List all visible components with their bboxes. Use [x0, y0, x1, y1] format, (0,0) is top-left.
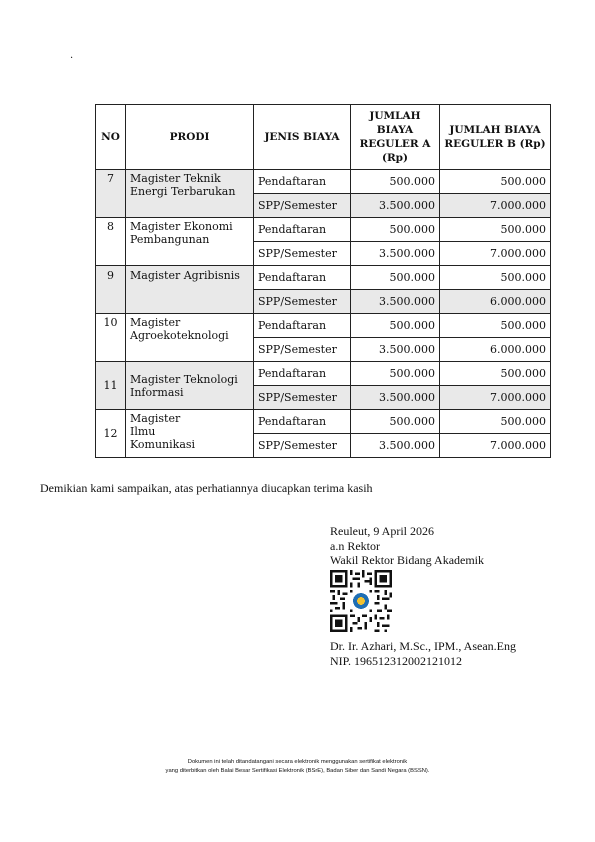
signatory-position: Wakil Rektor Bidang Akademik [330, 553, 485, 567]
signatory-nip: NIP. 196512312002121012 [330, 653, 463, 668]
header-reguler-a: JUMLAH BIAYA REGULER A (Rp) [351, 105, 440, 170]
row-jenis: Pendaftaran [254, 314, 351, 338]
row-reguler-a: 3.500.000 [351, 194, 440, 218]
signature-block [330, 524, 516, 668]
row-prodi: Magister Agribisnis [126, 266, 254, 314]
signatory-name: Dr. Ir. Azhari, M.Sc., IPM., Asean.Eng [330, 639, 516, 653]
table-row [96, 314, 551, 338]
e-signature-footer [0, 758, 595, 776]
row-no: 12 [96, 410, 126, 458]
row-reguler-a: 500.000 [351, 266, 440, 290]
table-header-row [96, 105, 551, 170]
row-jenis: SPP/Semester [254, 386, 351, 410]
row-prodi: Magister Teknik Energi Terbarukan [126, 170, 254, 218]
header-jenis-biaya: JENIS BIAYA [254, 105, 351, 170]
table-row [96, 218, 551, 242]
row-jenis: Pendaftaran [254, 266, 351, 290]
row-reguler-b: 7.000.000 [440, 434, 551, 458]
row-prodi [126, 410, 254, 458]
row-reguler-b: 500.000 [440, 218, 551, 242]
table-row [96, 266, 551, 290]
table-row [96, 170, 551, 194]
row-reguler-b: 7.000.000 [440, 242, 551, 266]
row-reguler-b: 500.000 [440, 266, 551, 290]
closing-statement: Demikian kami sampaikan, atas perhatiannya diucapkan terima kasih [40, 481, 373, 495]
row-no: 10 [96, 314, 126, 362]
row-reguler-a: 3.500.000 [351, 338, 440, 362]
row-reguler-b: 7.000.000 [440, 194, 551, 218]
row-jenis: SPP/Semester [254, 242, 351, 266]
row-reguler-a: 500.000 [351, 410, 440, 434]
row-reguler-b: 6.000.000 [440, 290, 551, 314]
footer-line-1: Dokumen ini telah ditandatangani secara elektronik menggunakan sertifikat elektronik [187, 759, 408, 765]
row-reguler-a: 3.500.000 [351, 386, 440, 410]
row-jenis: Pendaftaran [254, 410, 351, 434]
row-jenis: SPP/Semester [254, 434, 351, 458]
row-reguler-b: 7.000.000 [440, 386, 551, 410]
header-no: NO [96, 105, 126, 170]
row-reguler-a: 500.000 [351, 218, 440, 242]
row-prodi-text: Magister Ilmu Komunikasi [130, 412, 196, 451]
row-reguler-b: 500.000 [440, 410, 551, 434]
on-behalf: a.n Rektor [330, 538, 380, 553]
row-reguler-b: 500.000 [440, 170, 551, 194]
row-jenis: SPP/Semester [254, 290, 351, 314]
row-prodi: Magister Agroekoteknologi [126, 314, 254, 362]
row-reguler-a: 3.500.000 [351, 434, 440, 458]
fee-table [95, 104, 551, 458]
header-prodi: PRODI [126, 105, 254, 170]
row-no: 9 [96, 266, 126, 314]
row-jenis: SPP/Semester [254, 338, 351, 362]
row-reguler-b: 500.000 [440, 362, 551, 386]
row-reguler-a: 500.000 [351, 170, 440, 194]
table-row [96, 362, 551, 386]
row-jenis: Pendaftaran [254, 362, 351, 386]
row-jenis: Pendaftaran [254, 218, 351, 242]
qr-code-icon [330, 570, 392, 632]
row-jenis: Pendaftaran [254, 170, 351, 194]
row-prodi: Magister Ekonomi Pembangunan [126, 218, 254, 266]
row-jenis: SPP/Semester [254, 194, 351, 218]
place-date: Reuleut, 9 April 2026 [330, 524, 434, 538]
header-reguler-b: JUMLAH BIAYA REGULER B (Rp) [440, 105, 551, 170]
row-reguler-b: 500.000 [440, 314, 551, 338]
row-reguler-a: 500.000 [351, 314, 440, 338]
top-mark: . [70, 50, 74, 61]
row-reguler-b: 6.000.000 [440, 338, 551, 362]
row-prodi: Magister Teknologi Informasi [126, 362, 254, 410]
row-no: 7 [96, 170, 126, 218]
footer-line-2: yang diterbitkan oleh Balai Besar Sertifikasi Elektronik (BSrE), Badan Siber dan Sandi Negara (BSSN). [165, 768, 430, 774]
table-row [96, 410, 551, 434]
row-no: 11 [96, 362, 126, 410]
row-reguler-a: 3.500.000 [351, 290, 440, 314]
row-reguler-a: 3.500.000 [351, 242, 440, 266]
row-no: 8 [96, 218, 126, 266]
row-reguler-a: 500.000 [351, 362, 440, 386]
